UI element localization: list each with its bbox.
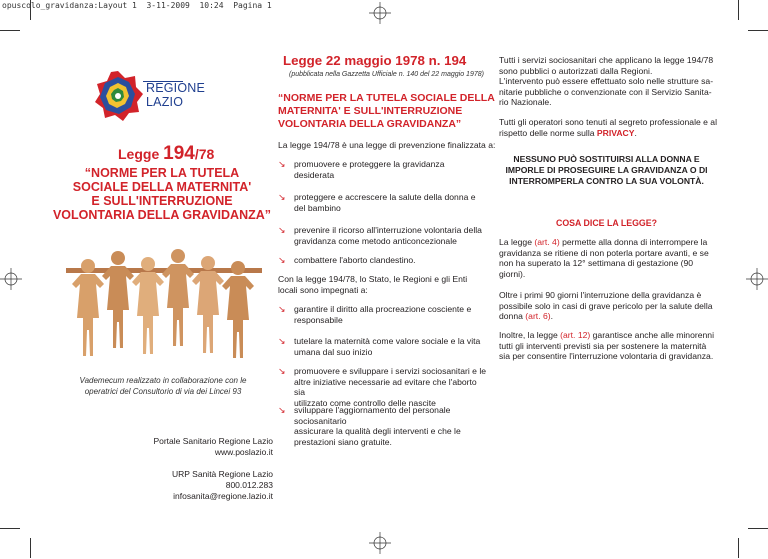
text-run: La legge <box>499 237 535 247</box>
paragraph-line: sono pubblici o autorizzati dalla Regioni. <box>499 65 653 76</box>
text-run: Inoltre, la legge <box>499 330 561 340</box>
left-subtitle-line: E SULL'INTERRUZIONE <box>91 194 233 208</box>
paragraph-line: rio Nazionale. <box>499 97 552 108</box>
paper-dolls-illustration <box>66 240 262 366</box>
portale-contact <box>90 436 273 458</box>
commitment-line: locali sono impegnati a: <box>278 284 368 295</box>
article-4-paragraph <box>499 237 713 279</box>
vademecum-line: Vademecum realizzato in collaborazione con le <box>79 376 247 385</box>
article-reference: (art. 4) <box>534 237 560 247</box>
warning-line: INTERROMPERLA CONTRO LA SUA VOLONTÀ. <box>509 176 704 186</box>
crop-mark <box>0 528 20 529</box>
logo-text-lazio: LAZIO <box>146 95 184 109</box>
left-subtitle-line: VOLONTARIA DELLA GRAVIDANZA” <box>52 208 272 222</box>
paragraph-line: gravidanza se ritiene di non poterla portare avanti, e se <box>499 247 709 258</box>
list-item-line: promuovere e sviluppare i servizi sociosanitari e le <box>294 366 487 376</box>
list-item <box>278 405 493 449</box>
commitment-line: Con la legge 194/78, lo Stato, le Regioni e gli Enti <box>278 274 468 284</box>
paragraph-line <box>499 330 715 341</box>
arrow-bullet-icon: ↘ <box>278 304 286 314</box>
list-item <box>278 304 493 326</box>
law-title-number: 194 <box>163 143 195 164</box>
list-item <box>278 366 493 408</box>
list-item-line: desiderata <box>294 169 335 180</box>
registration-mark-right <box>746 268 768 290</box>
list-item-line: utilizzato come controllo delle nascite <box>294 397 436 408</box>
list-item <box>278 225 493 247</box>
crop-mark <box>0 30 20 31</box>
list-item-line: sviluppare l'aggiornamento del personale <box>294 405 451 415</box>
paragraph-line: non ha superato la 12° settimana di gestazione (90 <box>499 258 694 269</box>
list-item-line: prevenire il ricorso all'interruzione volontaria della <box>294 225 482 235</box>
paragraph-line <box>499 237 713 248</box>
paragraph-line: nitarie pubbliche o convenzionate con il Servizio Sanita- <box>499 86 712 97</box>
middle-title-line: VOLONTARIA DELLA GRAVIDANZA” <box>278 118 462 130</box>
arrow-bullet-icon: ↘ <box>278 159 286 169</box>
text-run: garantisce anche alle minorenni <box>590 330 714 340</box>
left-subtitle-line: “NORME PER LA TUTELA <box>84 166 240 180</box>
middle-title-line: MATERNITA' E SULL'INTERRUZIONE <box>278 105 463 117</box>
left-law-title <box>118 144 214 165</box>
paragraph-line: giorni). <box>499 268 526 279</box>
warning-line: NESSUNO PUÒ SOSTITUIRSI ALLA DONNA E <box>513 154 700 164</box>
registration-mark-left <box>0 268 22 290</box>
list-item-line: sociosanitario <box>294 415 347 426</box>
middle-law-title <box>278 92 495 131</box>
paragraph-line <box>499 311 715 322</box>
list-item-line: promuovere e proteggere la gravidanza <box>294 159 445 169</box>
paragraph-line: Tutti gli operatori sono tenuti al segreto professionale e al <box>499 117 717 127</box>
privacy-keyword: PRIVACY <box>596 127 635 138</box>
urp-name: URP Sanità Regione Lazio <box>172 469 273 479</box>
privacy-lead: rispetto delle norme sulla <box>499 127 597 138</box>
text-run: . <box>550 311 553 322</box>
intro-text: La legge 194/78 è una legge di prevenzione finalizzata a: <box>278 140 496 150</box>
regione-lazio-emblem <box>92 70 144 122</box>
crop-mark <box>738 538 739 558</box>
law-title-prefix: Legge <box>118 146 164 162</box>
list-item-line: altre iniziative necessarie ad evitare che l'aborto sia <box>294 376 477 398</box>
warning-statement <box>499 154 714 187</box>
list-item-line: assicurare la qualità degli interventi e che le <box>294 426 461 437</box>
list-item-line: tutelare la maternità come valore sociale e la vita <box>294 336 481 346</box>
arrow-bullet-icon: ↘ <box>278 405 286 415</box>
paragraph-line: L'intervento può essere effettuato solo nelle strutture sa- <box>499 76 714 87</box>
law-heading: Legge 22 maggio 1978 n. 194 <box>283 53 467 68</box>
urp-phone[interactable]: 800.012.283 <box>225 480 273 490</box>
vademecum-credit <box>60 376 266 397</box>
article-6-paragraph <box>499 290 715 322</box>
privacy-end: . <box>634 127 637 138</box>
paragraph-line: tutti gli interventi previsti sia per sostenere la maternità <box>499 340 707 351</box>
arrow-bullet-icon: ↘ <box>278 255 286 265</box>
arrow-bullet-icon: ↘ <box>278 366 286 376</box>
portale-name: Portale Sanitario Regione Lazio <box>153 436 273 446</box>
text-run: donna <box>499 311 526 322</box>
list-item <box>278 255 493 267</box>
list-item-line: gravidanza come metodo anticoncezionale <box>294 235 457 246</box>
list-item-line: responsabile <box>294 314 343 325</box>
arrow-bullet-icon: ↘ <box>278 336 286 346</box>
list-item <box>278 159 493 181</box>
list-item-line: umana dal suo inizio <box>294 346 373 357</box>
article-reference: (art. 6) <box>525 311 551 322</box>
list-item-line: combattere l'aborto clandestino. <box>294 255 416 265</box>
left-subtitle <box>48 166 276 222</box>
crop-mark <box>30 538 31 558</box>
list-item-line: garantire il diritto alla procreazione cosciente e <box>294 304 472 314</box>
arrow-bullet-icon: ↘ <box>278 225 286 235</box>
list-item-line: prestazioni siano gratuite. <box>294 436 392 447</box>
paragraph-line: possibile solo in casi di grave pericolo per la salute della <box>499 300 713 311</box>
list-item <box>278 192 493 214</box>
print-slug: opuscolo_gravidanza:Layout 1 3-11-2009 10:24 Pagina 1 <box>2 1 272 10</box>
list-item <box>278 336 493 358</box>
article-reference: (art. 12) <box>560 330 591 340</box>
registration-mark-top <box>369 2 391 24</box>
gazzetta-note: (pubblicata nella Gazzetta Ufficiale n. 140 del 22 maggio 1978) <box>289 71 484 78</box>
list-item-line: del bambino <box>294 202 341 213</box>
left-subtitle-line: SOCIALE DELLA MATERNITA' <box>72 180 252 194</box>
registration-mark-bottom <box>369 532 391 554</box>
crop-mark <box>748 528 768 529</box>
logo-text-regione: REGIONE <box>146 81 206 95</box>
portale-url[interactable]: www.poslazio.it <box>214 447 273 457</box>
middle-title-line: “NORME PER LA TUTELA SOCIALE DELLA <box>278 92 495 104</box>
paragraph-line: Oltre i primi 90 giorni l'interruzione della gravidanza è <box>499 290 702 300</box>
services-paragraph <box>499 55 713 108</box>
urp-contact <box>90 469 273 502</box>
privacy-paragraph <box>499 117 717 138</box>
paragraph-line <box>499 128 717 139</box>
crop-mark <box>738 0 739 20</box>
list-item-line: proteggere e accrescere la salute della donna e <box>294 192 476 202</box>
crop-mark <box>748 30 768 31</box>
paragraph-line: Tutti i servizi sociosanitari che applicano la legge 194/78 <box>499 55 714 65</box>
warning-line: IMPORLE DI PROSEGUIRE LA GRAVIDANZA O DI <box>505 165 708 175</box>
text-run: permette alla donna di interrompere la <box>559 237 708 247</box>
urp-email[interactable]: infosanita@regione.lazio.it <box>173 491 273 501</box>
law-title-suffix: /78 <box>194 146 215 162</box>
arrow-bullet-icon: ↘ <box>278 192 286 202</box>
commitment-text <box>278 274 467 295</box>
cosa-dice-heading: COSA DICE LA LEGGE? <box>555 218 657 228</box>
paragraph-line: sia per consentire l'interruzione volontaria di gravidanza. <box>499 351 714 362</box>
vademecum-line: operatrici del Consultorio di via dei Lincei 93 <box>84 386 242 396</box>
crop-mark <box>30 0 31 20</box>
article-12-paragraph <box>499 330 715 362</box>
